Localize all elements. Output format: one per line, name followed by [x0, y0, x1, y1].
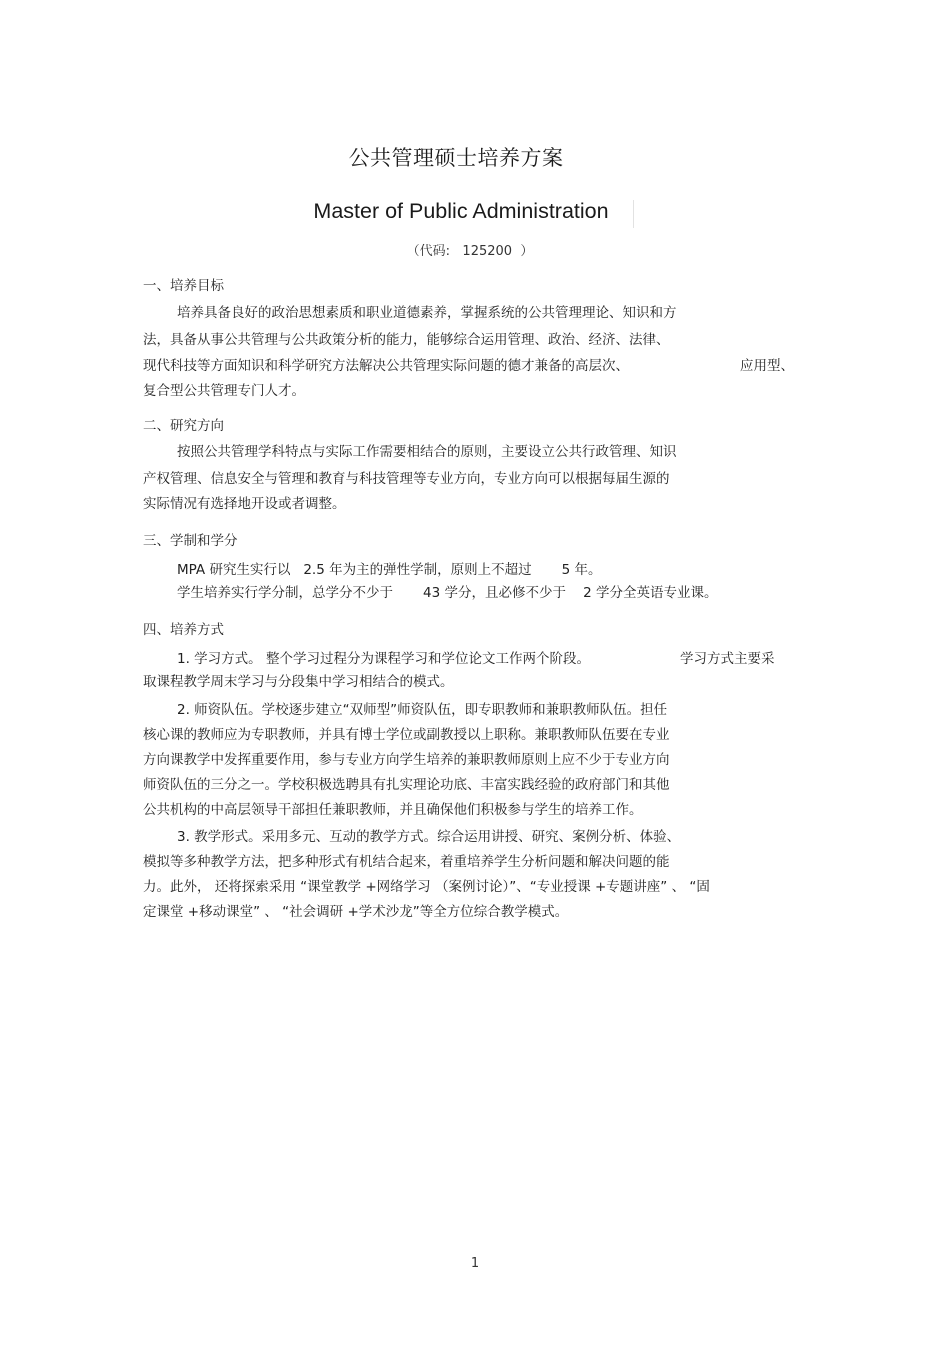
paragraph-line-tail: 应用型、	[740, 358, 794, 374]
document-title-chinese: 公共管理硕士培养方案	[348, 146, 564, 170]
paragraph-line: 定课堂 +移动课堂” 、 “社会调研 +学术沙龙”等全方位综合教学模式。	[143, 904, 569, 920]
program-code: （代码: 125200 ）	[406, 244, 534, 259]
paragraph-line: 3. 教学形式。采用多元、互动的教学方式。综合运用讲授、研究、案例分析、体验、	[177, 829, 681, 845]
paragraph-line: 学生培养实行学分制，总学分不少于 43 学分，且必修不少于 2 学分全英语专业课。	[177, 585, 718, 601]
paragraph-line: 复合型公共管理专门人才。	[143, 383, 305, 399]
paragraph-line: 模拟等多种教学方法，把多种形式有机结合起来，着重培养学生分析问题和解决问题的能	[143, 854, 670, 870]
section-heading-duration-credits: 三、学制和学分	[143, 533, 238, 549]
paragraph-line: 方向课教学中发挥重要作用，参与专业方向学生培养的兼职教师原则上应不少于专业方向	[143, 752, 670, 768]
section-heading-research-direction: 二、研究方向	[143, 418, 224, 434]
paragraph-line: 师资队伍的三分之一。学校积极选聘具有扎实理论功底、丰富实践经验的政府部门和其他	[143, 777, 670, 793]
title-divider	[633, 200, 634, 228]
page-number: 1	[470, 1256, 480, 1271]
paragraph-line: 核心课的教师应为专职教师，并具有博士学位或副教授以上职称。兼职教师队伍要在专业	[143, 727, 670, 743]
paragraph-line: MPA 研究生实行以 2.5 年为主的弹性学制，原则上不超过 5 年。	[177, 562, 602, 578]
paragraph-line: 法，具备从事公共管理与公共政策分析的能力，能够综合运用管理、政治、经济、法律、	[143, 332, 670, 348]
paragraph-line-tail: 学习方式主要采	[680, 651, 775, 667]
document-title-english: Master of Public Administration	[313, 199, 609, 223]
section-heading-training-objective: 一、培养目标	[143, 278, 224, 294]
paragraph-line: 产权管理、信息安全与管理和教育与科技管理等专业方向，专业方向可以根据每届生源的	[143, 471, 670, 487]
paragraph-line: 按照公共管理学科特点与实际工作需要相结合的原则，主要设立公共行政管理、知识	[177, 444, 677, 460]
paragraph-line: 1. 学习方式。 整个学习过程分为课程学习和学位论文工作两个阶段。	[177, 651, 590, 667]
paragraph-line: 2. 师资队伍。学校逐步建立“双师型”师资队伍，即专职教师和兼职教师队伍。担任	[177, 702, 668, 718]
paragraph-line: 培养具备良好的政治思想素质和职业道德素养，掌握系统的公共管理理论、知识和方	[177, 305, 677, 321]
paragraph-line: 实际情况有选择地开设或者调整。	[143, 496, 346, 512]
paragraph-line: 取课程教学周末学习与分段集中学习相结合的模式。	[143, 674, 454, 690]
paragraph-line: 公共机构的中高层领导干部担任兼职教师，并且确保他们积极参与学生的培养工作。	[143, 802, 643, 818]
paragraph-line: 力。此外， 还将探索采用 “课堂教学 +网络学习 （案例讨论）”、“专业授课 +专题讲座” 、 “固	[143, 879, 710, 895]
section-heading-training-method: 四、培养方式	[143, 622, 224, 638]
paragraph-line: 现代科技等方面知识和科学研究方法解决公共管理实际问题的德才兼备的高层次、	[143, 358, 629, 374]
